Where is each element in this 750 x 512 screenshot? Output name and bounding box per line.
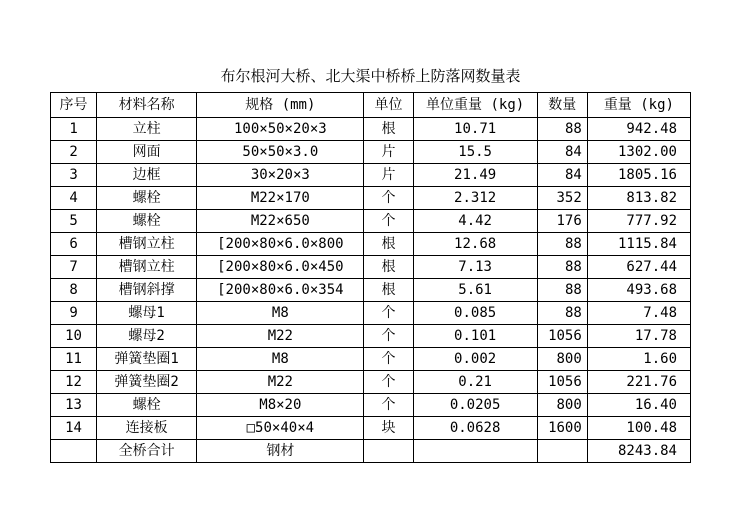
cell-spec: 钢材 <box>197 440 364 463</box>
cell-unit-weight: 5.61 <box>413 279 537 302</box>
cell-unit: 片 <box>364 164 413 187</box>
cell-weight: 942.48 <box>587 118 690 141</box>
cell-weight: 813.82 <box>587 187 690 210</box>
cell-index: 5 <box>51 210 97 233</box>
cell-material: 弹簧垫圈1 <box>97 348 197 371</box>
cell-unit <box>364 440 413 463</box>
cell-spec: M8×20 <box>197 394 364 417</box>
column-header-index: 序号 <box>51 93 97 118</box>
cell-unit: 个 <box>364 302 413 325</box>
cell-unit: 个 <box>364 187 413 210</box>
cell-weight: 627.44 <box>587 256 690 279</box>
cell-index: 9 <box>51 302 97 325</box>
cell-unit-weight: 0.0628 <box>413 417 537 440</box>
cell-unit: 个 <box>364 371 413 394</box>
cell-weight: 100.48 <box>587 417 690 440</box>
table-row <box>51 187 691 210</box>
cell-spec: M8 <box>197 302 364 325</box>
cell-spec: M22 <box>197 371 364 394</box>
cell-unit: 根 <box>364 118 413 141</box>
cell-spec: M8 <box>197 348 364 371</box>
cell-quantity: 1056 <box>537 325 587 348</box>
cell-quantity: 352 <box>537 187 587 210</box>
cell-material: 螺栓 <box>97 394 197 417</box>
cell-spec: □50×40×4 <box>197 417 364 440</box>
cell-index: 3 <box>51 164 97 187</box>
table-row <box>51 394 691 417</box>
cell-unit-weight: 15.5 <box>413 141 537 164</box>
cell-material: 连接板 <box>97 417 197 440</box>
cell-quantity: 88 <box>537 256 587 279</box>
cell-index <box>51 440 97 463</box>
cell-spec: 50×50×3.0 <box>197 141 364 164</box>
table-body <box>51 118 691 463</box>
cell-unit-weight: 4.42 <box>413 210 537 233</box>
cell-quantity: 88 <box>537 233 587 256</box>
cell-material: 螺母1 <box>97 302 197 325</box>
cell-unit-weight: 0.0205 <box>413 394 537 417</box>
cell-unit: 片 <box>364 141 413 164</box>
table-row <box>51 279 691 302</box>
cell-weight: 8243.84 <box>587 440 690 463</box>
table-row <box>51 325 691 348</box>
cell-quantity: 88 <box>537 279 587 302</box>
cell-unit: 根 <box>364 279 413 302</box>
cell-weight: 1805.16 <box>587 164 690 187</box>
cell-spec: 100×50×20×3 <box>197 118 364 141</box>
cell-unit: 块 <box>364 417 413 440</box>
cell-material: 槽钢立柱 <box>97 233 197 256</box>
cell-index: 12 <box>51 371 97 394</box>
material-quantity-table <box>50 92 691 463</box>
cell-spec: [200×80×6.0×354 <box>197 279 364 302</box>
table-row <box>51 256 691 279</box>
cell-quantity <box>537 440 587 463</box>
cell-material: 弹簧垫圈2 <box>97 371 197 394</box>
cell-unit-weight: 21.49 <box>413 164 537 187</box>
column-header-material: 材料名称 <box>97 93 197 118</box>
cell-index: 8 <box>51 279 97 302</box>
table-row <box>51 233 691 256</box>
cell-quantity: 800 <box>537 348 587 371</box>
cell-quantity: 800 <box>537 394 587 417</box>
cell-quantity: 176 <box>537 210 587 233</box>
table-row <box>51 302 691 325</box>
column-header-unit-weight: 单位重量 (kg) <box>413 93 537 118</box>
cell-index: 13 <box>51 394 97 417</box>
table-row <box>51 164 691 187</box>
cell-unit-weight: 0.21 <box>413 371 537 394</box>
cell-material: 全桥合计 <box>97 440 197 463</box>
table-row <box>51 141 691 164</box>
column-header-quantity: 数量 <box>537 93 587 118</box>
cell-spec: [200×80×6.0×450 <box>197 256 364 279</box>
cell-unit-weight <box>413 440 537 463</box>
cell-unit: 根 <box>364 256 413 279</box>
cell-index: 10 <box>51 325 97 348</box>
cell-material: 边框 <box>97 164 197 187</box>
cell-index: 11 <box>51 348 97 371</box>
cell-index: 1 <box>51 118 97 141</box>
cell-material: 螺栓 <box>97 187 197 210</box>
cell-material: 槽钢立柱 <box>97 256 197 279</box>
cell-index: 2 <box>51 141 97 164</box>
cell-unit-weight: 12.68 <box>413 233 537 256</box>
cell-spec: M22×650 <box>197 210 364 233</box>
cell-weight: 1302.00 <box>587 141 690 164</box>
table-row <box>51 210 691 233</box>
cell-material: 立柱 <box>97 118 197 141</box>
cell-quantity: 88 <box>537 302 587 325</box>
total-row <box>51 440 691 463</box>
cell-spec: 30×20×3 <box>197 164 364 187</box>
table-row <box>51 417 691 440</box>
cell-material: 螺栓 <box>97 210 197 233</box>
column-header-unit: 单位 <box>364 93 413 118</box>
cell-weight: 7.48 <box>587 302 690 325</box>
cell-unit-weight: 2.312 <box>413 187 537 210</box>
table-row <box>51 348 691 371</box>
cell-weight: 16.40 <box>587 394 690 417</box>
cell-weight: 493.68 <box>587 279 690 302</box>
table-header-row <box>51 93 691 118</box>
table-title: 布尔根河大桥、北大渠中桥桥上防落网数量表 <box>220 67 521 85</box>
cell-weight: 221.76 <box>587 371 690 394</box>
cell-unit: 根 <box>364 233 413 256</box>
cell-unit: 个 <box>364 325 413 348</box>
cell-spec: M22×170 <box>197 187 364 210</box>
cell-index: 7 <box>51 256 97 279</box>
table-row <box>51 118 691 141</box>
cell-material: 螺母2 <box>97 325 197 348</box>
cell-quantity: 1056 <box>537 371 587 394</box>
cell-index: 6 <box>51 233 97 256</box>
cell-quantity: 1600 <box>537 417 587 440</box>
column-header-spec: 规格 (mm) <box>197 93 364 118</box>
cell-index: 14 <box>51 417 97 440</box>
cell-unit: 个 <box>364 348 413 371</box>
cell-unit-weight: 7.13 <box>413 256 537 279</box>
cell-weight: 1115.84 <box>587 233 690 256</box>
cell-quantity: 84 <box>537 164 587 187</box>
cell-quantity: 84 <box>537 141 587 164</box>
cell-spec: M22 <box>197 325 364 348</box>
cell-index: 4 <box>51 187 97 210</box>
cell-weight: 17.78 <box>587 325 690 348</box>
cell-material: 网面 <box>97 141 197 164</box>
cell-weight: 777.92 <box>587 210 690 233</box>
table-row <box>51 371 691 394</box>
cell-unit-weight: 0.085 <box>413 302 537 325</box>
cell-unit-weight: 10.71 <box>413 118 537 141</box>
cell-weight: 1.60 <box>587 348 690 371</box>
cell-unit-weight: 0.002 <box>413 348 537 371</box>
column-header-weight: 重量 (kg) <box>587 93 690 118</box>
cell-unit: 个 <box>364 394 413 417</box>
cell-unit: 个 <box>364 210 413 233</box>
cell-unit-weight: 0.101 <box>413 325 537 348</box>
cell-spec: [200×80×6.0×800 <box>197 233 364 256</box>
cell-material: 槽钢斜撑 <box>97 279 197 302</box>
cell-quantity: 88 <box>537 118 587 141</box>
